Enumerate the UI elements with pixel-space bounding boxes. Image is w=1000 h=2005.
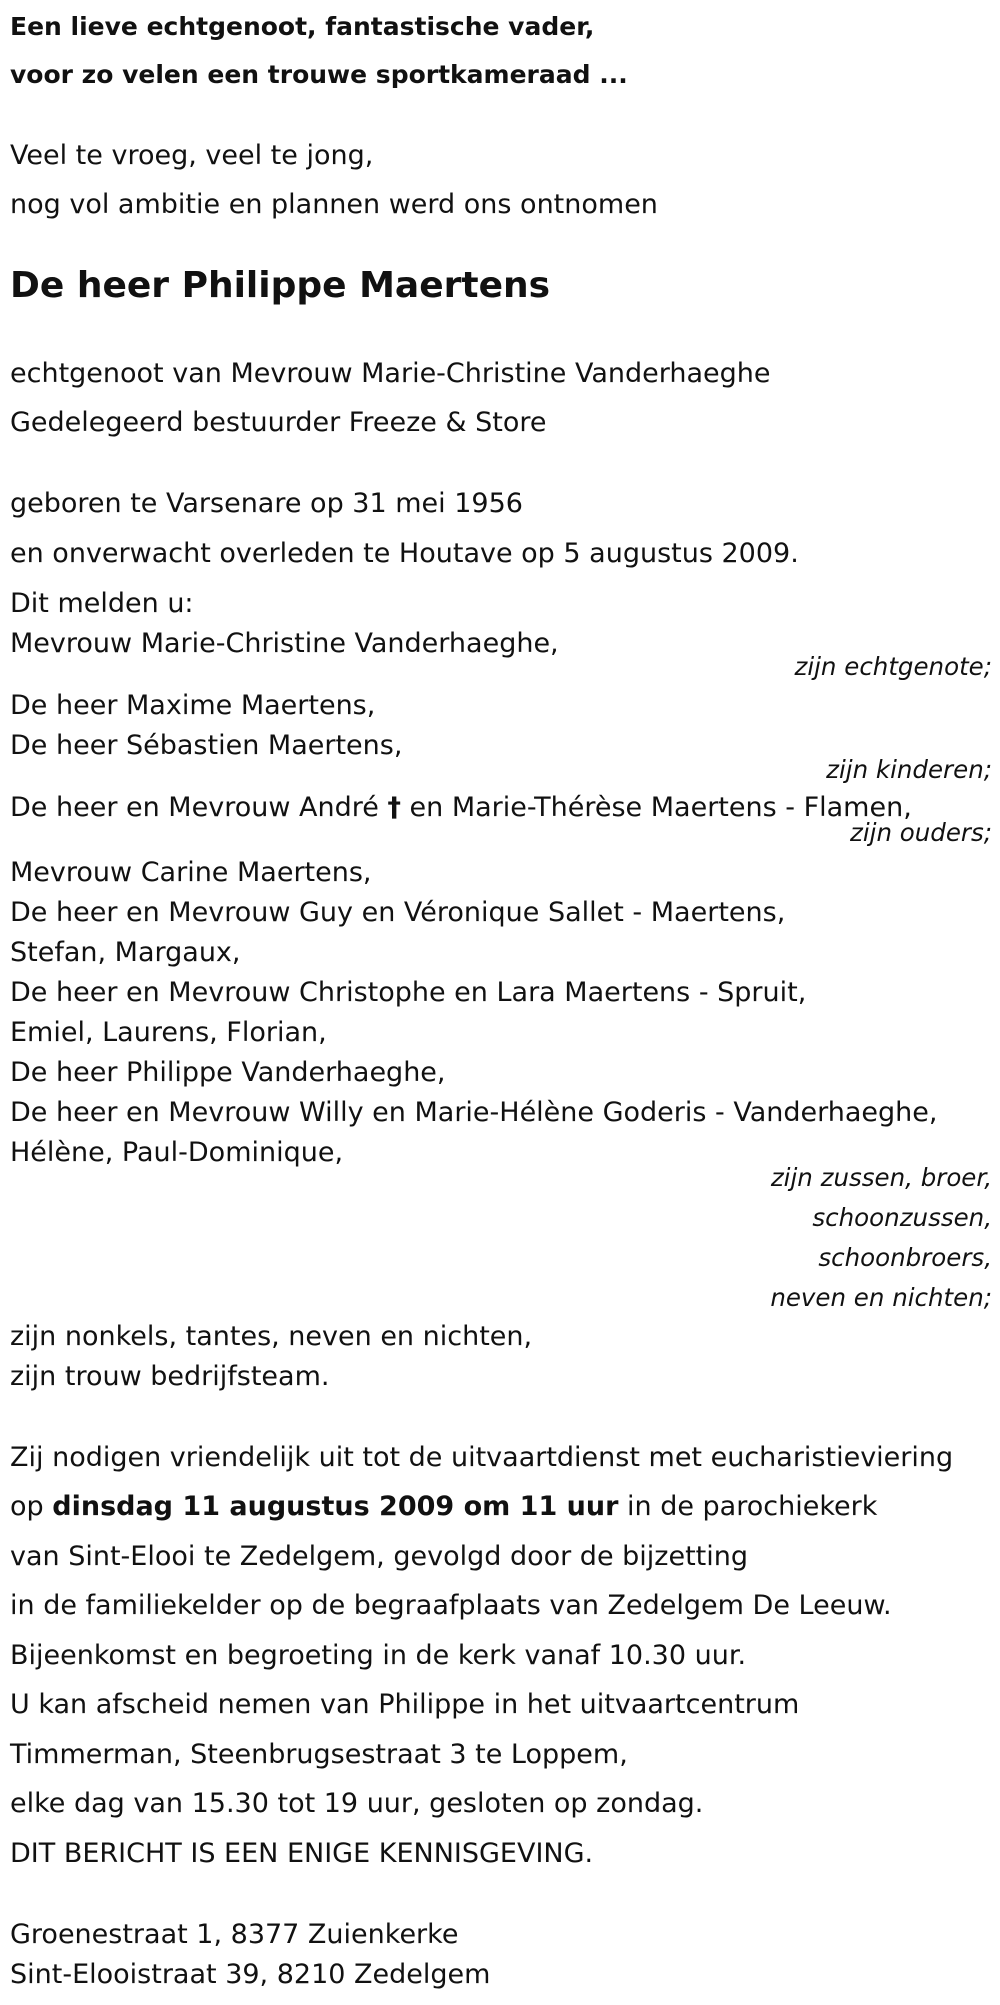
spouse-name: Mevrouw Marie-Christine Vanderhaeghe, [10,628,559,659]
service-line-5: Bijeenkomst en begroeting in de kerk vanaf 10.30 uur. [10,1640,747,1671]
service-line-6: U kan afscheid nemen van Philippe in het uitvaartcentrum [10,1689,800,1720]
parents-after-cross: en Marie-Thérèse Maertens - Flamen, [409,792,912,823]
address-line: Sint-Elooistraat 39, 8210 Zedelgem [10,1959,491,1990]
spouse-line: echtgenoot van Mevrouw Marie-Christine Vanderhaeghe [10,358,771,389]
intro-line-2: voor zo velen een trouwe sportkameraad ... [10,60,628,89]
siblings-relation: zijn zussen, broer, [770,1163,992,1192]
subintro-line-2: nog vol ambitie en plannen werd ons ontnomen [10,189,658,220]
siblings-relation: schoonzussen, [812,1203,992,1232]
sibling-line: De heer en Mevrouw Willy en Marie-Hélène Goderis - Vanderhaeghe, [10,1097,938,1128]
deceased-name: De heer Philippe Maertens [10,265,551,306]
born-line: geboren te Varsenare op 31 mei 1956 [10,488,523,519]
service-line-7: Timmerman, Steenbrugsestraat 3 te Loppem, [10,1739,628,1770]
cross-icon: † [387,792,401,823]
sibling-line: Hélène, Paul-Dominique, [10,1137,344,1168]
service-line-9: DIT BERICHT IS EEN ENIGE KENNISGEVING. [10,1838,594,1869]
service-line-3: van Sint-Elooi te Zedelgem, gevolgd door de bijzetting [10,1541,748,1572]
child-name-1: De heer Maxime Maertens, [10,690,376,721]
sibling-line: Mevrouw Carine Maertens, [10,857,372,888]
sibling-line: Stefan, Margaux, [10,937,241,968]
announce-intro: Dit melden u: [10,588,194,619]
sibling-line: De heer Philippe Vanderhaeghe, [10,1057,446,1088]
service-line-2 [10,1490,877,1524]
service-line-4: in de familiekelder op de begraafplaats van Zedelgem De Leeuw. [10,1590,892,1621]
parents-line [10,791,912,825]
children-relation: zijn kinderen; [826,755,992,784]
role-line: Gedelegeerd bestuurder Freeze & Store [10,407,547,438]
siblings-relation: schoonbroers, [818,1243,992,1272]
service-date: dinsdag 11 augustus 2009 om 11 uur [52,1491,619,1522]
child-name-2: De heer Sébastien Maertens, [10,730,403,761]
service-line-1: Zij nodigen vriendelijk uit tot de uitvaartdienst met eucharistieviering [10,1442,954,1473]
address-line: Groenestraat 1, 8377 Zuienkerke [10,1919,459,1950]
service-line-2-pre: op [10,1491,44,1522]
sibling-line: Emiel, Laurens, Florian, [10,1017,327,1048]
sibling-line: De heer en Mevrouw Christophe en Lara Maertens - Spruit, [10,977,807,1008]
others-line: zijn nonkels, tantes, neven en nichten, [10,1321,533,1352]
others-line: zijn trouw bedrijfsteam. [10,1361,330,1392]
subintro-line-1: Veel te vroeg, veel te jong, [10,140,374,171]
siblings-relation: neven en nichten; [770,1283,992,1312]
spouse-relation: zijn echtgenote; [794,652,992,681]
died-line: en onverwacht overleden te Houtave op 5 augustus 2009. [10,538,799,569]
parents-before-cross: De heer en Mevrouw André [10,792,379,823]
parents-relation: zijn ouders; [849,818,992,847]
intro-line-1: Een lieve echtgenoot, fantastische vader, [10,12,595,41]
sibling-line: De heer en Mevrouw Guy en Véronique Sallet - Maertens, [10,897,786,928]
service-line-2-post: in de parochiekerk [627,1491,878,1522]
service-line-8: elke dag van 15.30 tot 19 uur, gesloten op zondag. [10,1788,704,1819]
